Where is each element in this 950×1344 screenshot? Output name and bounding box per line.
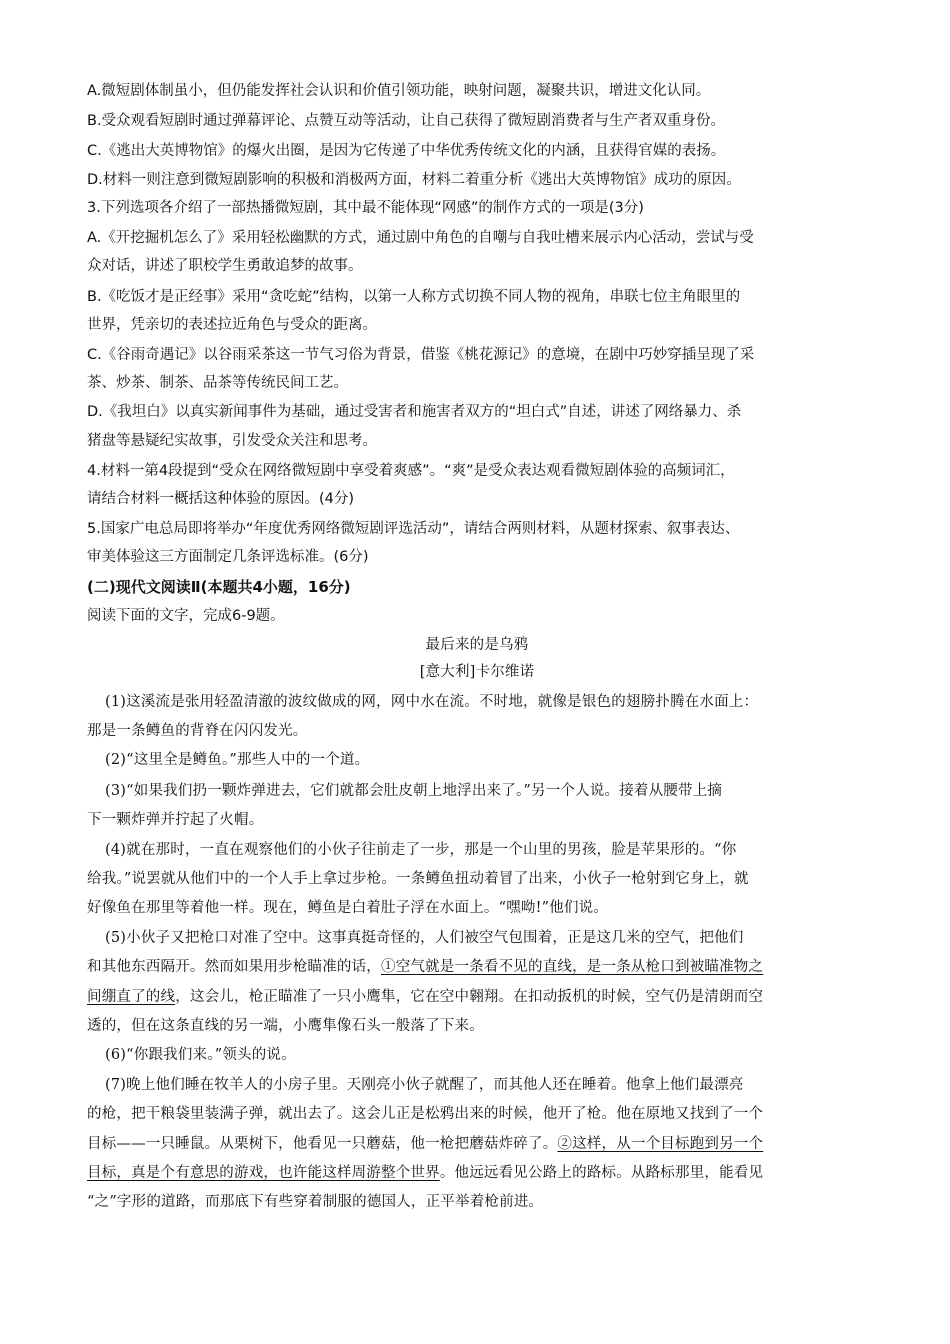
q3-option-d-line2: 猪盘等悬疑纪实故事，引发受众关注和思考。: [87, 433, 377, 449]
option-b-q2: B.受众观看短剧时通过弹幕评论、点赞互动等活动，让自己获得了微短剧消费者与生产者双重身份。: [87, 113, 726, 129]
option-a-q2: A.微短剧体制虽小，但仍能发挥社会认识和价值引领功能，映射问题，凝聚共识，增进文化认同。: [87, 83, 711, 99]
question-5-line2: 审美体验这三方面制定几条评选标准。(6分): [87, 549, 369, 565]
paragraph-7-line2: 的枪，把干粮袋里装满子弹，就出去了。这会儿正是松鸦出来的时候，他开了枪。他在原地又找到了一个: [87, 1106, 764, 1122]
section-heading: (二)现代文阅读Ⅱ(本题共4小题，16分): [87, 578, 351, 596]
question-4-line1: 4.材料一第4段提到“受众在网络微短剧中享受着爽感”。“爽”是受众表达观看微短剧体验的高频词汇，: [87, 463, 735, 479]
q3-option-d-line1: D.《我坦白》以真实新闻事件为基础，通过受害者和施害者双方的“坦白式”自述，讲述了网络暴力、杀: [87, 404, 742, 420]
paragraph-5-text-continued: ，这会儿，枪正瞄准了一只小鹰隼，它在空中翱翔。在扣动扳机的时候，空气仍是清朗而空: [175, 989, 764, 1005]
underlined-sentence-2-part2: 目标，真是个有意思的游戏，也许能这样周游整个世界: [87, 1165, 440, 1181]
paragraph-5-line2: [87, 957, 867, 977]
option-d-q2: D.材料一则注意到微短剧影响的积极和消极两方面，材料二着重分析《逃出大英博物馆》成功的原因。: [87, 172, 741, 188]
paragraph-5-line4: 透的，但在这条直线的另一端，小鹰隼像石头一般落了下来。: [87, 1018, 484, 1034]
story-title: 最后来的是乌鸦: [425, 637, 529, 653]
underlined-sentence-2-part1: ②这样，从一个目标跑到另一个: [557, 1136, 764, 1152]
paragraph-7-line4: [87, 1163, 867, 1183]
q3-option-c-line2: 茶、炒茶、制茶、品茶等传统民间工艺。: [87, 375, 348, 391]
paragraph-5-text: 和其他东西隔开。然而如果用步枪瞄准的话，: [87, 959, 381, 975]
paragraph-5-line1: (5)小伙子又把枪口对准了空中。这事真挺奇怪的，人们被空气包围着，正是这几米的空气，把他们: [105, 930, 744, 946]
paragraph-4-line2: 给我。”说罢就从他们中的一个人手上拿过步枪。一条鳟鱼扭动着冒了出来，小伙子一枪射到它身上，就: [87, 871, 749, 887]
question-5-line1: 5.国家广电总局即将举办“年度优秀网络微短剧评选活动”，请结合两则材料，从题材探索、叙事表达、: [87, 521, 740, 537]
paragraph-4-line3: 好像鱼在那里等着他一样。现在，鳟鱼是白着肚子浮在水面上。“嘿呦!”他们说。: [87, 900, 609, 916]
q3-option-a-line2: 众对话，讲述了职校学生勇敢追梦的故事。: [87, 258, 363, 274]
paragraph-7-text: 目标——一只睡鼠。从栗树下，他看见一只蘑菇，他一枪把蘑菇炸碎了。: [87, 1136, 558, 1152]
paragraph-7-line5: “之”字形的道路，而那底下有些穿着制服的德国人，正平举着枪前进。: [87, 1194, 544, 1210]
paragraph-5-line3: [87, 987, 867, 1007]
underlined-sentence-1-part2: 间绷直了的线: [87, 989, 176, 1005]
paragraph-1-line1: (1)这溪流是张用轻盈清澈的波纹做成的网，网中水在流。不时地，就像是银色的翅膀扑腾在水面上：: [105, 694, 759, 710]
option-c-q2: C.《逃出大英博物馆》的爆火出圈，是因为它传递了中华优秀传统文化的内涵，且获得官媒的表扬。: [87, 143, 726, 159]
q3-option-a-line1: A.《开挖掘机怎么了》采用轻松幽默的方式，通过剧中角色的自嘲与自我吐槽来展示内心活动，尝试与受: [87, 230, 754, 246]
paragraph-3-line2: 下一颗炸弹并拧起了火帽。: [87, 812, 264, 828]
story-author: [意大利]卡尔维诺: [419, 664, 535, 680]
paragraph-4-line1: (4)就在那时，一直在观察他们的小伙子往前走了一步，那是一个山里的男孩，脸是苹果形的。“你: [105, 842, 737, 858]
paragraph-2: (2)“这里全是鳟鱼。”那些人中的一个道。: [105, 752, 370, 768]
question-4-line2: 请结合材料一概括这种体验的原因。(4分): [87, 491, 355, 507]
q3-option-b-line1: B.《吃饭才是正经事》采用“贪吃蛇”结构，以第一人称方式切换不同人物的视角，串联七位主角眼里的: [87, 289, 741, 305]
question-3-stem: 3.下列选项各介绍了一部热播微短剧，其中最不能体现“网感”的制作方式的一项是(3分): [87, 200, 644, 216]
paragraph-7-line3: [87, 1134, 867, 1154]
paragraph-3-line1: (3)“如果我们扔一颗炸弹进去，它们就都会肚皮朝上地浮出来了。”另一个人说。接着从腰带上摘: [105, 783, 723, 799]
paragraph-7-line1: (7)晚上他们睡在牧羊人的小房子里。天刚亮小伙子就醒了，而其他人还在睡着。他拿上他们最漂亮: [105, 1077, 744, 1093]
paragraph-6: (6)“你跟我们来。”领头的说。: [105, 1047, 296, 1063]
paragraph-1-line2: 那是一条鳟鱼的背脊在闪闪发光。: [87, 723, 308, 739]
paragraph-7-text-continued: 。他远远看见公路上的路标。从路标那里，能看见: [439, 1165, 764, 1181]
reading-instruction: 阅读下面的文字，完成6-9题。: [87, 608, 285, 624]
underlined-sentence-1-part1: ①空气就是一条看不见的直线，是一条从枪口到被瞄准物之: [381, 959, 764, 975]
q3-option-b-line2: 世界，凭亲切的表述拉近角色与受众的距离。: [87, 317, 377, 333]
q3-option-c-line1: C.《谷雨奇遇记》以谷雨采茶这一节气习俗为背景，借鉴《桃花源记》的意境，在剧中巧妙穿插呈现了采: [87, 347, 755, 363]
